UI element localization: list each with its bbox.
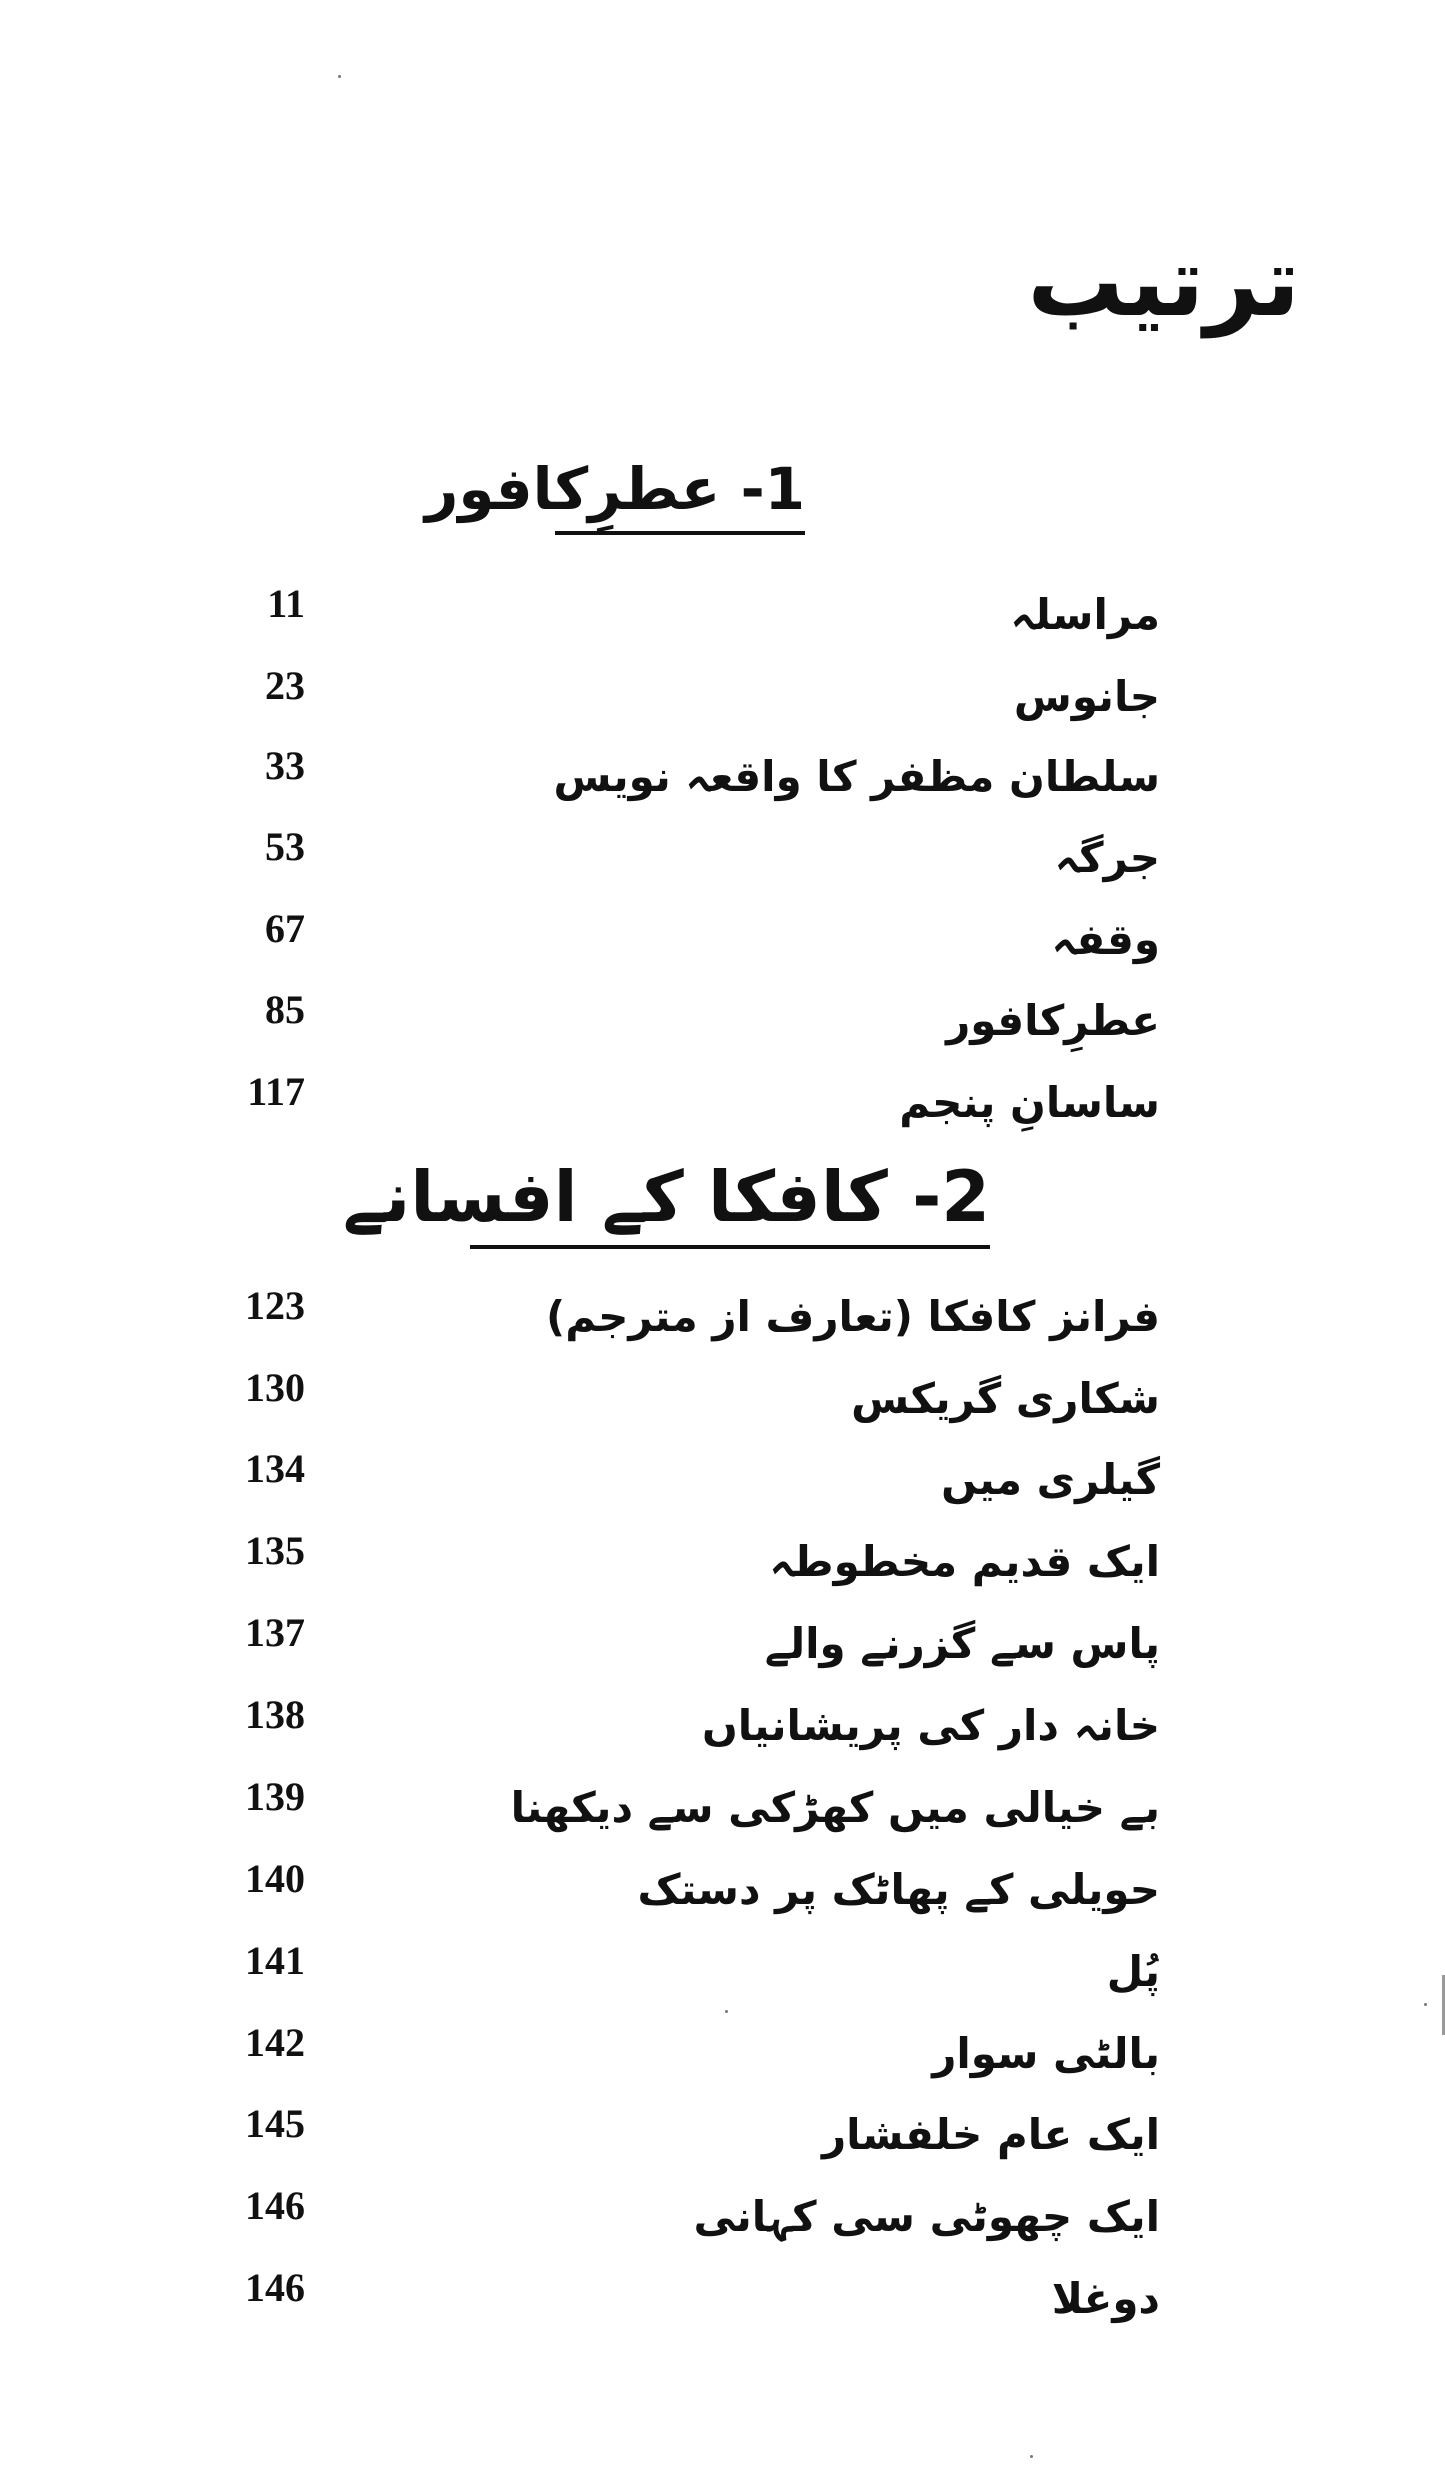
entry-page-number: 123 [245,1283,305,1328]
entry-page-number: 135 [245,1528,305,1573]
entry-page-number: 141 [245,1938,305,1983]
entry-page-number: 85 [265,987,305,1032]
toc-entry [0,905,1445,985]
scan-speck [1030,2455,1033,2458]
entry-page-number: 137 [245,1610,305,1655]
entry-page-number: 140 [245,1856,305,1901]
entry-page-number: 146 [245,2265,305,2310]
entry-title: سلطان مظفر کا واقعہ نویس [553,752,1160,801]
toc-entry [0,1282,1445,1362]
entry-title: مراسلہ [1010,590,1160,639]
toc-entry [0,2264,1445,2344]
entry-title: خانہ دار کی پریشانیاں [701,1701,1160,1750]
entry-page-number: 145 [245,2101,305,2146]
entry-page-number: 117 [247,1069,305,1114]
toc-entry [0,823,1445,903]
entry-title: ساسانِ پنجم [899,1078,1160,1127]
toc-entry [0,2100,1445,2180]
scan-speck [725,2010,728,2013]
section-heading-text: 2- کافکا کے افسانے [342,1156,990,1238]
entry-title: گیلری میں [941,1455,1160,1504]
toc-entry [0,1937,1445,2017]
toc-entry [0,2019,1445,2099]
toc-entry [0,1445,1445,1525]
entry-page-number: 139 [245,1774,305,1819]
scan-speck [1424,2003,1427,2006]
scan-speck [338,75,341,78]
page-title: ترتیب [1027,226,1300,338]
entry-title: جرگہ [1054,833,1160,882]
toc-entry [0,580,1445,660]
entry-title: ایک عام خلفشار [822,2110,1160,2159]
entry-title: وقفہ [1051,915,1160,964]
section-heading-2 [342,1155,990,1239]
toc-entry [0,1527,1445,1607]
entry-page-number: 134 [245,1446,305,1491]
entry-title: عطرِکافور [946,996,1160,1045]
toc-entry [0,2182,1445,2262]
toc-entry [0,1068,1445,1148]
entry-page-number: 142 [245,2020,305,2065]
entry-page-number: 23 [265,663,305,708]
toc-entry [0,742,1445,822]
toc-entry [0,1609,1445,1689]
toc-entry [0,1691,1445,1771]
entry-page-number: 33 [265,743,305,788]
toc-entry [0,1364,1445,1444]
heading-underline [470,1245,990,1249]
entry-page-number: 146 [245,2183,305,2228]
section-heading-text: 1- عطرِکافور [424,455,805,523]
entry-title: بے خیالی میں کھڑکی سے دیکھنا [510,1783,1160,1832]
entry-title: پُل [1106,1947,1160,1996]
entry-page-number: 53 [265,824,305,869]
entry-title: دوغلا [1051,2274,1160,2323]
toc-entry [0,1855,1445,1935]
entry-page-number: 67 [265,906,305,951]
entry-title: ایک چھوٹی سی کہانی [693,2192,1160,2241]
heading-underline [555,531,805,535]
toc-entry [0,1773,1445,1853]
section-heading-1 [424,455,805,525]
entry-page-number: 11 [267,581,305,626]
entry-title: فرانز کافکا (تعارف از مترجم) [546,1292,1160,1341]
toc-entry [0,986,1445,1066]
entry-title: ایک قدیم مخطوطہ [769,1537,1160,1586]
entry-page-number: 130 [245,1365,305,1410]
toc-entry [0,662,1445,742]
entry-title: حویلی کے پھاٹک پر دستک [637,1865,1160,1914]
entry-title: جانوس [1013,672,1160,721]
entry-title: پاس سے گزرنے والے [764,1619,1160,1668]
entry-title: شکاری گریکس [851,1374,1160,1423]
entry-page-number: 138 [245,1692,305,1737]
entry-title: بالٹی سوار [932,2029,1160,2078]
